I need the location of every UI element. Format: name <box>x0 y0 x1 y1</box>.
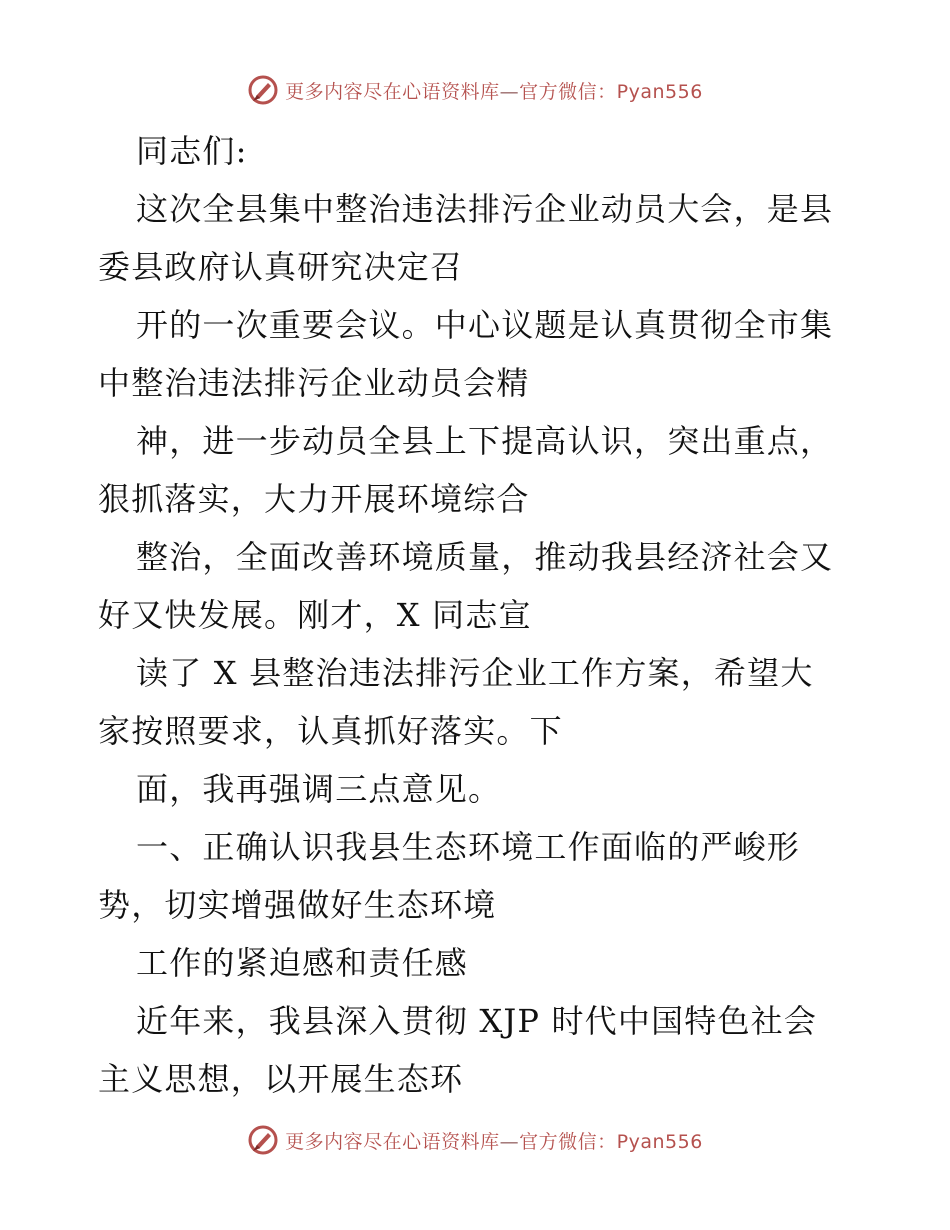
watermark-separator: — <box>499 1130 520 1153</box>
text-line: 神，进一步动员全县上下提高认识，突出重点， <box>136 422 834 460</box>
text-line: 这次全县集中整治违法排污企业动员大会，是县 <box>136 190 834 228</box>
watermark-main: 更多内容尽在心语资料库 <box>285 1130 500 1153</box>
section-heading-line: 工作的紧迫感和责任感 <box>136 944 469 982</box>
text-line: 开的一次重要会议。中心议题是认真贯彻全市集 <box>136 306 834 344</box>
text-line: 读了 X 县整治违法排污企业工作方案，希望大 <box>136 654 814 692</box>
text-line: 整治，全面改善环境质量，推动我县经济社会又 <box>136 538 834 576</box>
text-line: 主义思想，以开展生态环 <box>98 1060 464 1098</box>
text-line: 同志们: <box>136 132 248 170</box>
text-line: 近年来，我县深入贯彻 XJP 时代中国特色社会 <box>136 1002 818 1040</box>
watermark-text <box>285 77 703 104</box>
section-heading-line: 一、正确认识我县生态环境工作面临的严峻形 <box>136 828 801 866</box>
watermark-text <box>285 1127 703 1154</box>
document-body <box>98 122 868 1108</box>
header-watermark <box>0 70 950 110</box>
text-line: 面，我再强调三点意见。 <box>136 770 502 808</box>
section-heading-line: 势，切实增强做好生态环境 <box>98 886 497 924</box>
watermark-wechat: 官方微信：Pyan556 <box>519 80 703 103</box>
library-logo-icon <box>247 1124 279 1156</box>
watermark-separator: — <box>499 80 520 103</box>
text-line: 家按照要求，认真抓好落实。下 <box>98 712 563 750</box>
library-logo-icon <box>247 74 279 106</box>
footer-watermark <box>0 1120 950 1160</box>
text-line: 好又快发展。刚才，X 同志宣 <box>98 596 532 634</box>
watermark-wechat: 官方微信：Pyan556 <box>519 1130 703 1153</box>
watermark-main: 更多内容尽在心语资料库 <box>285 80 500 103</box>
text-line: 委县政府认真研究决定召 <box>98 248 464 286</box>
text-line: 中整治违法排污企业动员会精 <box>98 364 530 402</box>
text-line: 狠抓落实，大力开展环境综合 <box>98 480 530 518</box>
